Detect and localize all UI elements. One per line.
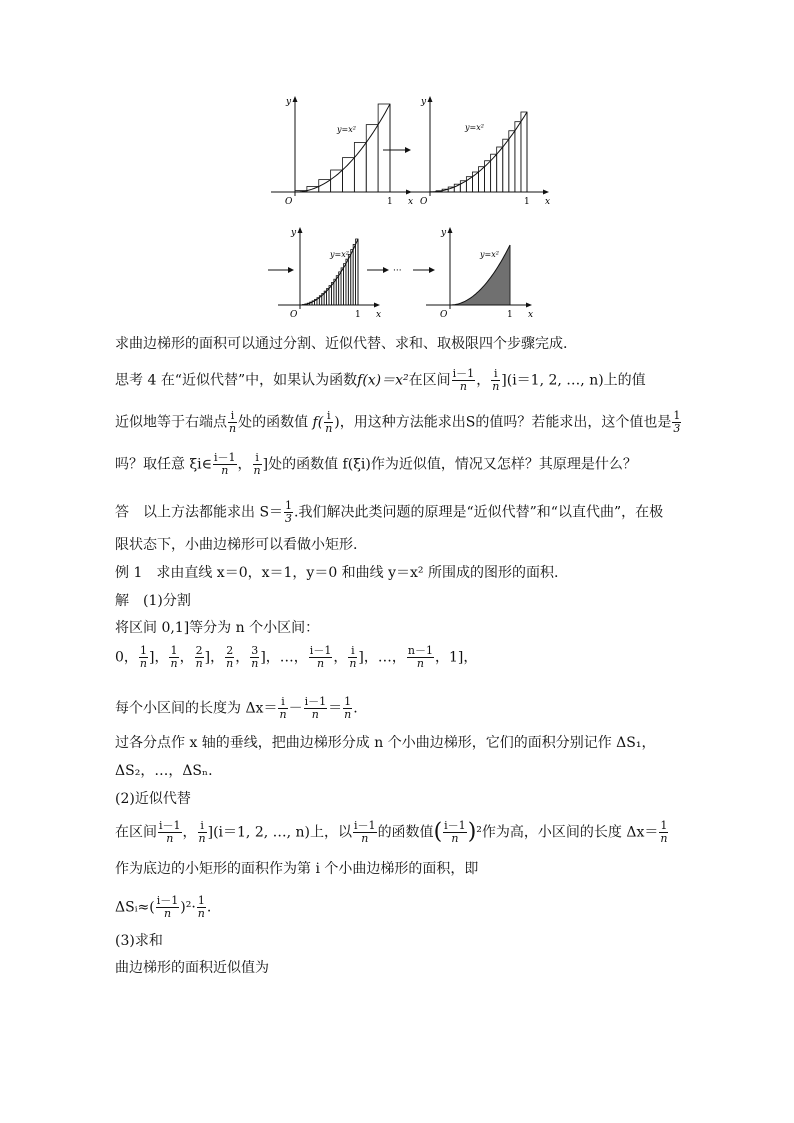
frac-im1-n-6: $\frac{i-1}{n}$ <box>354 819 376 845</box>
answer-line-2: 限状态下，小曲边梯形可以看做小矩形. <box>115 537 358 553</box>
frac-i-over-n-2: $\frac{i}{n}$ <box>229 409 237 435</box>
panel-3-y-arrow <box>298 227 303 233</box>
frac-1-n: $\frac{1}{n}$ <box>139 644 148 670</box>
panel-4-curve-label: y=x² <box>480 250 499 259</box>
panel-1-tick-one: 1 <box>387 197 393 207</box>
panel-2-curve-label: y=x² <box>465 123 484 132</box>
ellipsis-text: ··· <box>393 266 402 276</box>
answer-line-1 <box>115 500 663 525</box>
example-1-line: 例 1 求由直线 x＝0，x＝1，y＝0 和曲线 y＝x² 所围成的图形的面积. <box>115 565 559 581</box>
panel-2-x-arrow <box>543 190 549 195</box>
question-4-line-2 <box>115 410 682 435</box>
panel-2-tick-one: 1 <box>524 197 530 207</box>
intervals-line: 0， $\frac{1}{n}$ ]， $\frac{1}{n}$ ， $\frac{2}{n}$ ]， $\frac{2}{n}$ ， $\frac{3}{n}$ ]，…， $\frac{i-1}{n}$ ， $\frac{i}{n}$ ]，…， $\frac{n-1}{n}$ ，1]， <box>115 644 478 670</box>
frac-i-over-n-4: $\frac{i}{n}$ <box>253 451 261 477</box>
frac-im1-n-5: $\frac{i-1}{n}$ <box>159 819 181 845</box>
intro-line: 求曲边梯形的面积可以通过分割、近似代替、求和、取极限四个步骤完成. <box>115 336 568 352</box>
split-line: 将区间 0,1]等分为 n 个小区间： <box>115 620 320 636</box>
panel-4-origin-label: O <box>440 310 448 320</box>
panel-2-rect <box>521 112 527 192</box>
panel-2-rect <box>509 131 515 192</box>
question-4-line-1: 思考 4 在“近似代替”中，如果认为函数f(x)＝x²在区间 $\frac{i-1}{n}$ ， $\frac{i}{n}$ ](i＝1, 2, …, n)上的值 <box>115 367 646 393</box>
figure-panel-4 <box>412 225 672 325</box>
q4-text-b: 在区间 <box>408 372 451 389</box>
frac-i-over-n: $\frac{i}{n}$ <box>492 367 500 393</box>
panel-1-rect <box>343 158 355 192</box>
q4-text-a: 在“近似代替”中，如果认为函数 <box>160 372 358 389</box>
panel-3-origin-label: O <box>290 310 298 320</box>
question-4-line-3: 吗？取任意 ξi∈ $\frac{i-1}{n}$ ， $\frac{i}{n}$ ]处的函数值 f(ξi)作为近似值，情况又怎样？其原理是什么？ <box>115 451 637 477</box>
q4-text-g: )，用这种方法能求出S的值吗？若能求出，这个值也是 <box>334 414 672 431</box>
question-4-title: 思考 4 <box>115 372 157 389</box>
frac-i-n-5: $\frac{i}{n}$ <box>349 644 357 670</box>
panel-4-y-label: y <box>441 228 447 238</box>
q4-text-e: 处的函数值 <box>238 414 309 431</box>
panel-1-x-label: x <box>408 197 414 207</box>
perpendicular-line-2: ΔS₂，…，ΔSₙ. <box>115 763 213 779</box>
q4-text-i: ]处的函数值 f(ξi)作为近似值，情况又怎样？其原理是什么？ <box>262 456 637 473</box>
frac-one-third: $\frac{1}{3}$ <box>673 409 681 435</box>
q4-text-d: 近似地等于右端点 <box>115 414 227 431</box>
panel-2-y-label: y <box>421 97 427 107</box>
panel-3-tick-one: 1 <box>355 310 361 320</box>
panel-2-rect <box>515 122 521 192</box>
frac-i-over-n-3: $\frac{i}{n}$ <box>325 409 333 435</box>
q4-text-c: ](i＝1, 2, …, n)上的值 <box>501 372 646 389</box>
panel-1-y-arrow <box>293 96 298 102</box>
frac-one-third-2: $\frac{1}{3}$ <box>285 499 293 525</box>
frac-im1-n-8: $\frac{i-1}{n}$ <box>156 894 179 920</box>
figure-panel-2 <box>405 92 665 212</box>
perpendicular-line-1: 过各分点作 x 轴的垂线，把曲边梯形分成 n 个小曲边梯形，它们的面积分别记作 ΔS₁， <box>115 735 656 751</box>
frac-im1-n-4: $\frac{i-1}{n}$ <box>304 695 327 721</box>
panel-2-y-arrow <box>428 96 433 102</box>
q4-fx: f(x)＝x² <box>357 372 409 389</box>
frac-i-minus-1-over-n: $\frac{i-1}{n}$ <box>452 367 475 393</box>
panel-4-tick-one: 1 <box>507 310 513 320</box>
frac-1-n-2: $\frac{1}{n}$ <box>344 695 352 721</box>
approx-title: (2)近似代替 <box>115 791 191 807</box>
panel-3-x-arrow <box>374 303 380 308</box>
length-line: 每个小区间的长度为 Δx＝ $\frac{i}{n}$ － $\frac{i-1}{n}$ ＝ $\frac{1}{n}$ . <box>115 695 358 721</box>
panel-2-svg <box>405 92 665 212</box>
frac-2-n: $\frac{2}{n}$ <box>195 644 203 670</box>
panel-3-y-label: y <box>291 228 297 238</box>
sum-line: 曲边梯形的面积近似值为 <box>115 960 269 976</box>
panel-4-y-arrow <box>448 227 453 233</box>
panel-1-rect <box>331 170 343 192</box>
frac-i-minus-1-over-n-2: $\frac{i-1}{n}$ <box>214 451 236 477</box>
panel-3-x-label: x <box>376 310 382 320</box>
frac-1-n-3: $\frac{1}{n}$ <box>660 819 668 845</box>
frac-1-n-4: $\frac{1}{n}$ <box>197 894 205 920</box>
panel-1-origin-label: O <box>285 197 293 207</box>
panel-3-curve-label: y=x² <box>330 250 349 259</box>
panel-4-svg <box>412 225 672 325</box>
answer-text-b: .我们解决此类问题的原理是“近似代替”和“以直代曲”，在极 <box>294 504 664 521</box>
panel-2-rect <box>503 139 509 192</box>
approx-line-1: 在区间 $\frac{i-1}{n}$ ， $\frac{i}{n}$ ](i＝1, 2, …, n)上，以 $\frac{i-1}{n}$ 的函数值( $\frac{i-1}{n}$ )²作为高，小区间的长度 Δx＝ $\frac{1}{n}$ <box>115 819 668 845</box>
frac-i-n-6: $\frac{i}{n}$ <box>279 695 287 721</box>
answer-text-a: 答 以上方法都能求出 S＝ <box>115 504 284 521</box>
panel-1-curve-label: y=x² <box>337 125 356 134</box>
panel-4-x-arrow <box>526 303 532 308</box>
panel-4-x-label: x <box>528 310 534 320</box>
frac-i-n-7: $\frac{i}{n}$ <box>198 819 206 845</box>
frac-nm1-n: $\frac{n-1}{n}$ <box>407 644 433 670</box>
panel-2-x-label: x <box>545 197 551 207</box>
solution-split-title: 解 (1)分割 <box>115 593 191 609</box>
q4-text-h: 吗？取任意 ξi∈ <box>115 456 213 473</box>
panel-1-y-label: y <box>286 97 292 107</box>
sum-title: (3)求和 <box>115 933 163 949</box>
frac-im1-n-7: $\frac{i-1}{n}$ <box>444 819 466 845</box>
frac-1-n-b: $\frac{1}{n}$ <box>170 644 178 670</box>
q4-text-f: f( <box>312 414 324 431</box>
panel-2-origin-label: O <box>420 197 428 207</box>
frac-2-n-b: $\frac{2}{n}$ <box>226 644 234 670</box>
frac-3-n: $\frac{3}{n}$ <box>251 644 259 670</box>
delta-s-line: ΔSᵢ≈( $\frac{i-1}{n}$ )²· $\frac{1}{n}$ . <box>115 894 212 920</box>
frac-im1-n-3: $\frac{i-1}{n}$ <box>309 644 332 670</box>
approx-line-2: 作为底边的小矩形的面积作为第 i 个小曲边梯形的面积，即 <box>115 861 479 877</box>
panel-2-rect <box>479 167 485 192</box>
